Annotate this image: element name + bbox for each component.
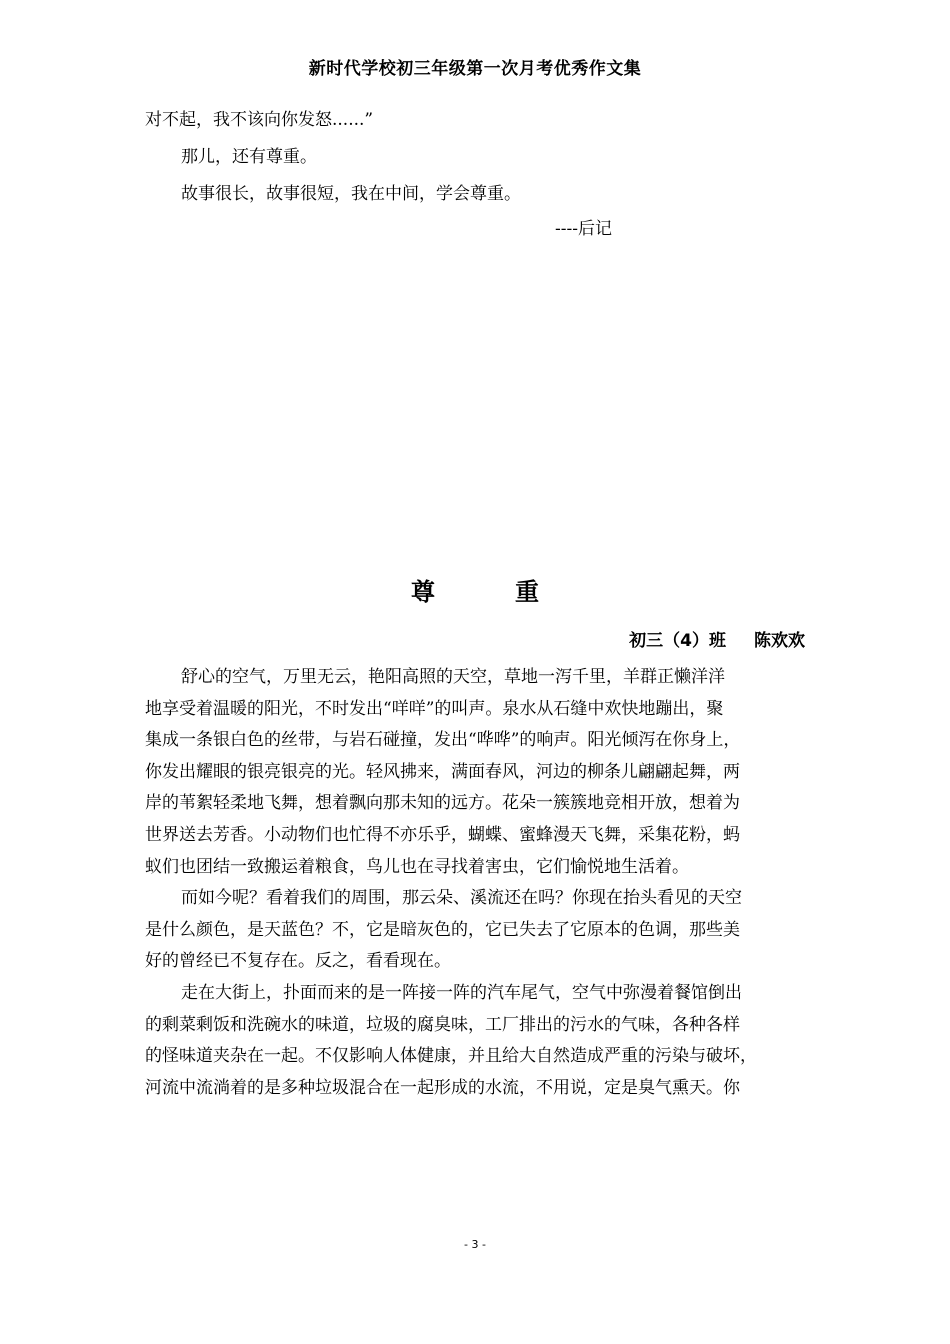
text-line: 河流中流淌着的是多种垃圾混合在一起形成的水流，不用说，定是臭气熏天。你 (145, 1077, 740, 1098)
text-line: 故事很长，故事很短，我在中间，学会尊重。 (181, 184, 521, 204)
text-line: 世界送去芳香。小动物们也忙得不亦乐乎，蝴蝶、蜜蜂漫天飞舞，采集花粉，蚂 (145, 824, 740, 845)
text-line: 的怪味道夹杂在一起。不仅影响人体健康，并且给大自然造成严重的污染与破坏， (145, 1046, 757, 1067)
page-header: 新时代学校初三年级第一次月考优秀作文集 (308, 59, 642, 79)
essay-byline (629, 626, 805, 651)
text-line: 对不起，我不该向你发怒......” (145, 110, 374, 130)
afterword-label: ----后记 (555, 219, 612, 239)
essay-title: 尊 重 (411, 578, 567, 606)
text-line: 那儿，还有尊重。 (181, 147, 317, 167)
text-line: 是什么颜色，是天蓝色？不，它是暗灰色的，它已失去了它原本的色调，那些美 (145, 919, 740, 940)
text-line: 舒心的空气，万里无云，艳阳高照的天空，草地一泻千里，羊群正懒洋洋 (181, 667, 725, 687)
text-line: 你发出耀眼的银亮银亮的光。轻风拂来，满面春风，河边的柳条儿翩翩起舞，两 (145, 761, 740, 782)
text-line: 岸的苇絮轻柔地飞舞，想着飘向那未知的远方。花朵一簇簇地竞相开放，想着为 (145, 793, 740, 814)
previous-essay-ending (145, 102, 815, 213)
page-number: - 3 - (464, 1238, 486, 1251)
author-name: 陈欢欢 (754, 631, 805, 651)
essay-body (145, 662, 815, 1104)
text-line: 地享受着温暖的阳光，不时发出“咩咩”的叫声。泉水从石缝中欢快地蹦出，聚 (145, 698, 724, 719)
text-line: 蚁们也团结一致搬运着粮食，鸟儿也在寻找着害虫，它们愉悦地生活着。 (145, 856, 689, 877)
text-line: 好的曾经已不复存在。反之，看看现在。 (145, 951, 451, 972)
text-line: 集成一条银白色的丝带，与岩石碰撞，发出“哗哗”的响声。阳光倾泻在你身上， (145, 730, 741, 751)
text-line: 走在大街上，扑面而来的是一阵接一阵的汽车尾气，空气中弥漫着餐馆倒出 (181, 982, 742, 1003)
text-line: 的剩菜剩饭和洗碗水的味道，垃圾的腐臭味，工厂排出的污水的气味，各种各样 (145, 1014, 740, 1035)
text-line: 而如今呢？看着我们的周围，那云朵、溪流还在吗？你现在抬头看见的天空 (181, 888, 742, 909)
author-class: 初三（4）班 (629, 631, 726, 651)
